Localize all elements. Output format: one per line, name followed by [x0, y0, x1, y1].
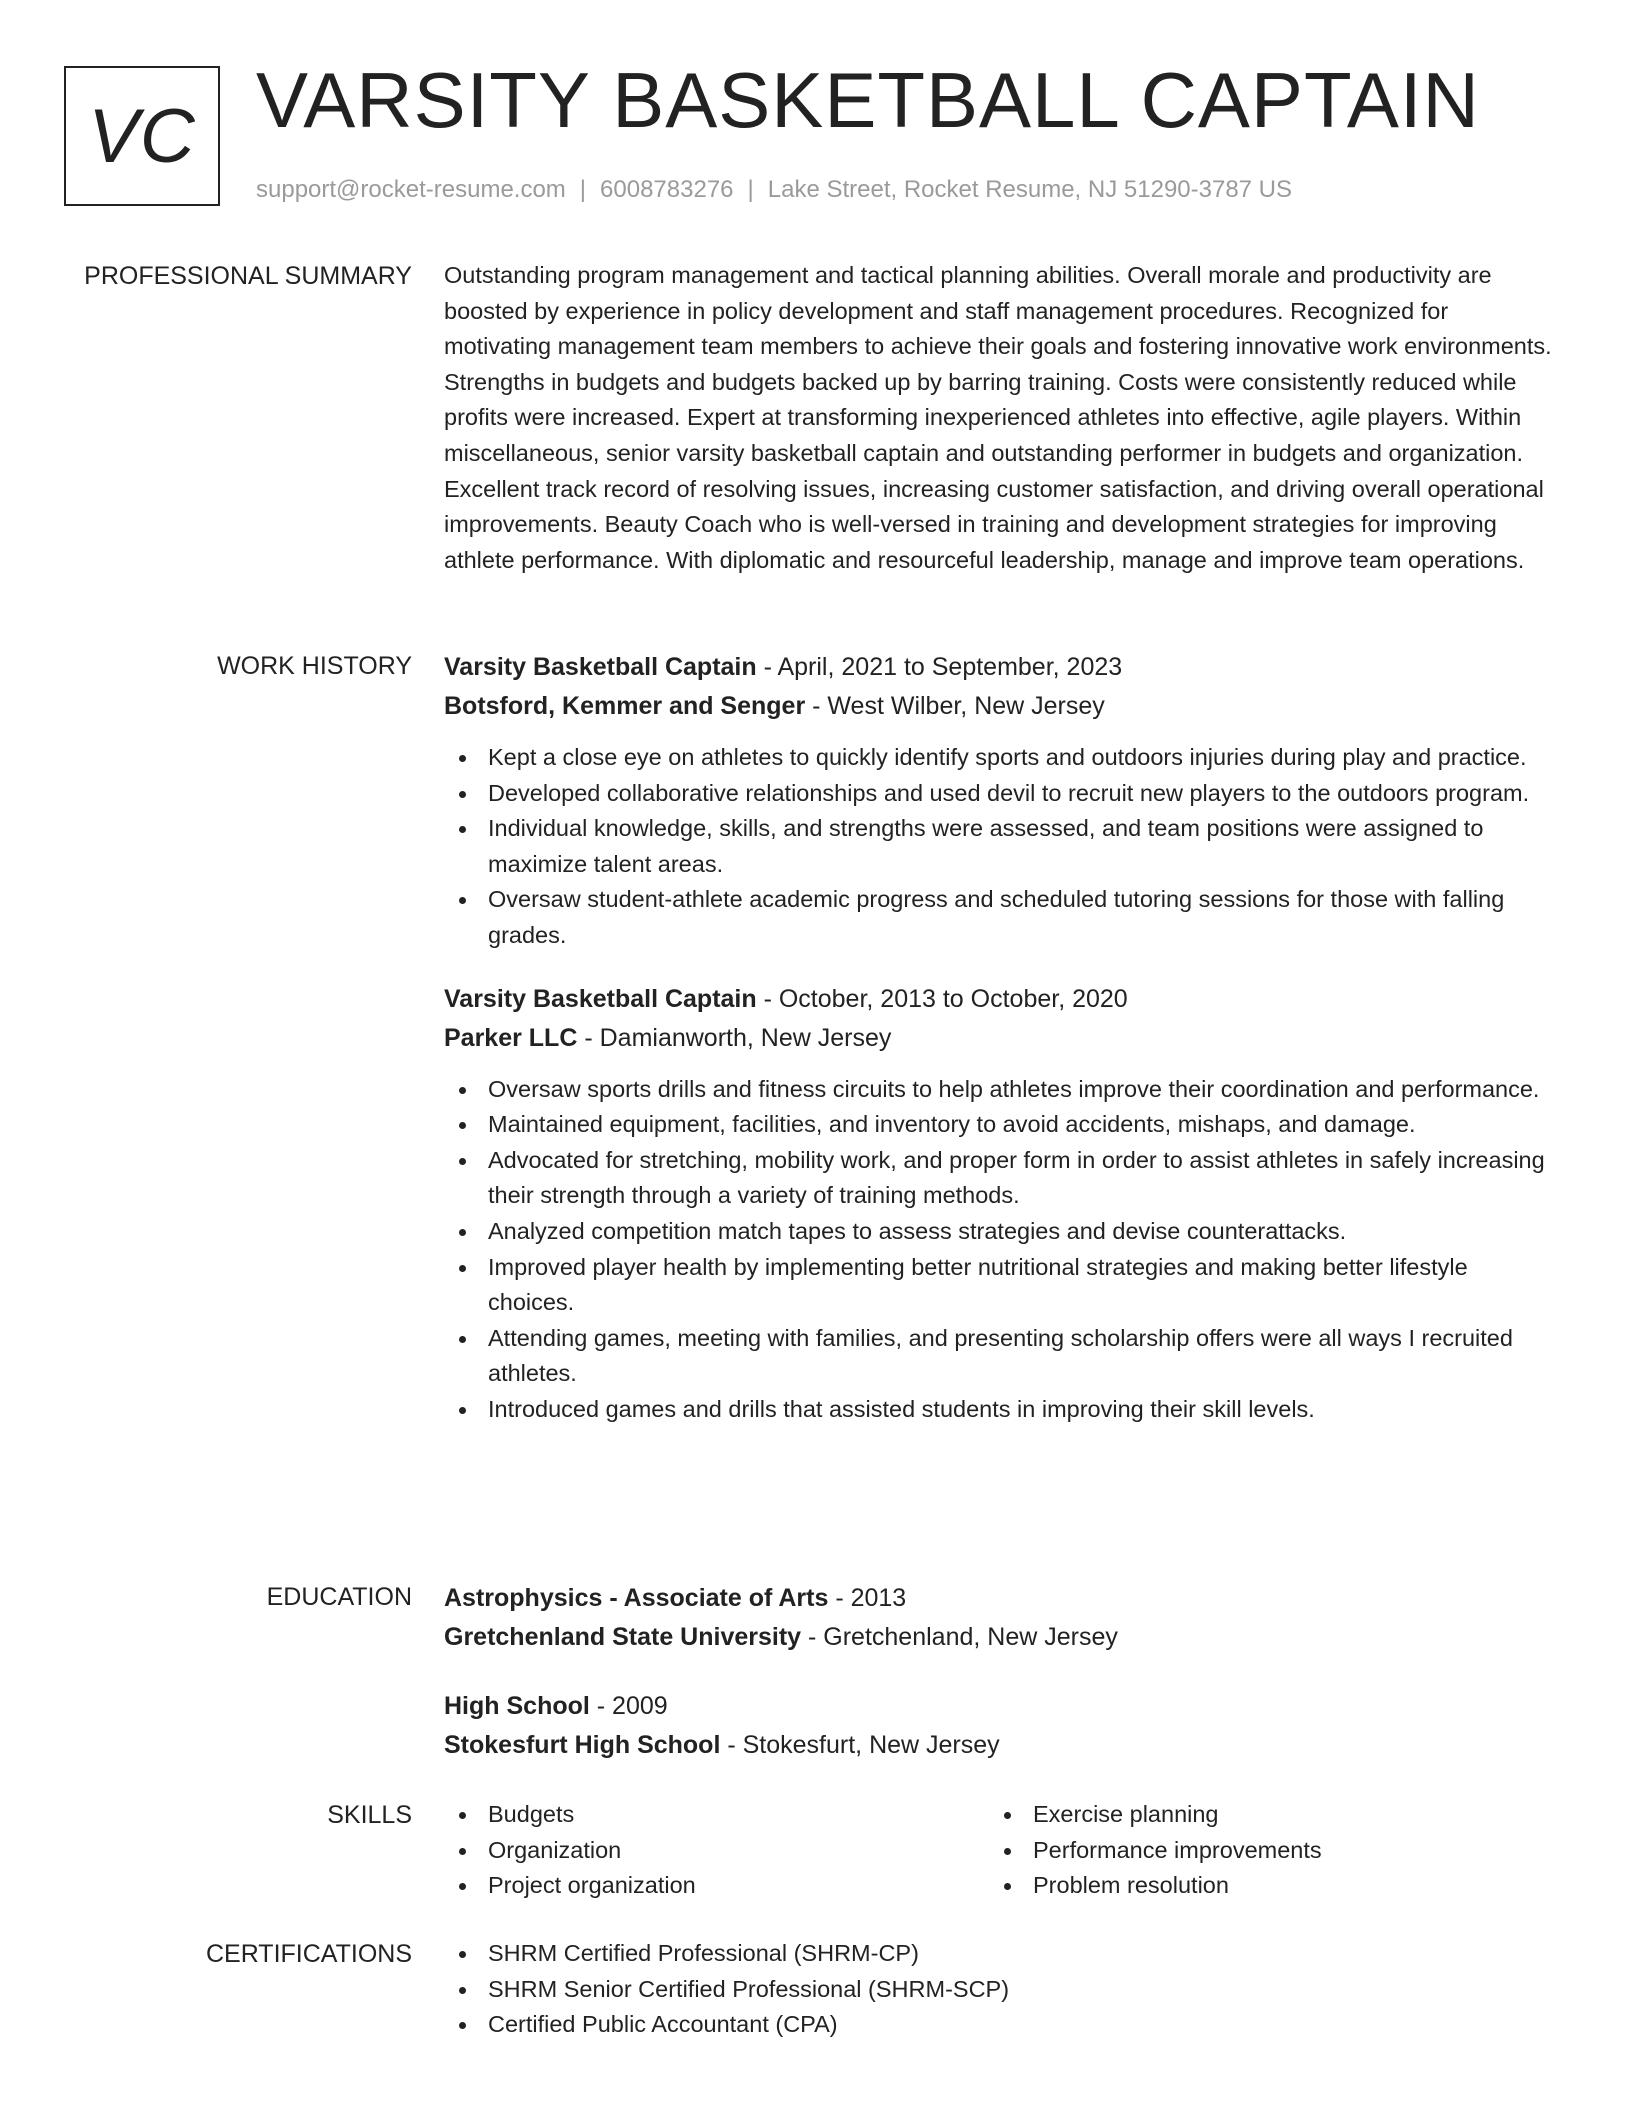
skill-item: Project organization [444, 1868, 989, 1904]
job-bullets [444, 1072, 1556, 1428]
certification-item: SHRM Certified Professional (SHRM-CP) [444, 1936, 1556, 1972]
work-history-body [444, 648, 1556, 1428]
education-entry [444, 1687, 1556, 1765]
skills-column-left [444, 1797, 989, 1904]
degree: High School [444, 1692, 590, 1720]
education-body [444, 1579, 1556, 1765]
education-entry [444, 1579, 1556, 1657]
job-bullet: Analyzed competition match tapes to assess strategies and devise counterattacks. [444, 1214, 1556, 1250]
job-title-line [444, 980, 1556, 1019]
job-dates: - April, 2021 to September, 2023 [756, 653, 1123, 681]
job-location: - West Wilber, New Jersey [805, 692, 1105, 720]
job-location: - Damianworth, New Jersey [577, 1023, 892, 1052]
job-entry [444, 980, 1556, 1428]
monogram-initials: VC [88, 93, 196, 179]
contact-separator: | [747, 176, 754, 203]
job-dates: - October, 2013 to October, 2020 [756, 984, 1128, 1013]
degree-year: - 2013 [828, 1584, 907, 1612]
skills-column-right [989, 1797, 1534, 1904]
job-bullet: Oversaw sports drills and fitness circuits to help athletes improve their coordination and performance. [444, 1072, 1556, 1108]
section-heading: EDUCATION [266, 1583, 412, 1611]
school: Stokesfurt High School [444, 1731, 721, 1759]
skill-item: Budgets [444, 1797, 989, 1833]
degree: Astrophysics - Associate of Arts [444, 1584, 829, 1612]
job-bullet: Kept a close eye on athletes to quickly identify sports and outdoors injuries during play and practice. [444, 740, 1556, 776]
skills-grid [444, 1797, 1556, 1904]
section-heading: WORK HISTORY [217, 652, 412, 680]
job-company: Parker LLC [444, 1023, 578, 1052]
skill-item: Organization [444, 1833, 989, 1869]
skill-item: Exercise planning [989, 1797, 1534, 1833]
degree-line [444, 1579, 1556, 1618]
monogram-box [64, 66, 220, 206]
degree-year: - 2009 [589, 1692, 668, 1720]
job-bullets [444, 740, 1556, 954]
job-entry [444, 648, 1556, 954]
contact-phone: 6008783276 [600, 176, 734, 203]
certifications-body [444, 1936, 1556, 2043]
job-bullet: Advocated for stretching, mobility work, and proper form in order to assist athletes in safely increasing their strength through a variety of training methods. [444, 1143, 1556, 1214]
school-location: - Gretchenland, New Jersey [801, 1623, 1118, 1651]
skills-body [444, 1797, 1556, 1904]
section-heading: PROFESSIONAL SUMMARY [84, 262, 412, 290]
job-company-line [444, 1019, 1556, 1058]
school-line [444, 1618, 1556, 1657]
job-company-line [444, 687, 1556, 726]
section-heading: CERTIFICATIONS [205, 1940, 412, 1968]
certification-item: Certified Public Accountant (CPA) [444, 2007, 1556, 2043]
contact-email: support@rocket-resume.com [256, 176, 566, 203]
summary-body [444, 258, 1556, 578]
school-line [444, 1726, 1556, 1765]
school-location: - Stokesfurt, New Jersey [720, 1731, 1000, 1759]
school: Gretchenland State University [444, 1623, 802, 1651]
certifications-list [444, 1936, 1556, 2043]
job-title: Varsity Basketball Captain [444, 653, 757, 681]
job-bullet: Introduced games and drills that assisted students in improving their skill levels. [444, 1392, 1556, 1428]
skill-item: Problem resolution [989, 1868, 1534, 1904]
contact-line [256, 174, 1292, 206]
contact-separator: | [579, 176, 587, 203]
job-bullet: Improved player health by implementing better nutritional strategies and making better lifestyle choices. [444, 1250, 1556, 1321]
job-company: Botsford, Kemmer and Senger [444, 692, 806, 720]
job-bullet: Oversaw student-athlete academic progress and scheduled tutoring sessions for those with falling grades. [444, 882, 1556, 953]
certification-item: SHRM Senior Certified Professional (SHRM-SCP) [444, 1972, 1556, 2008]
job-title-line [444, 648, 1556, 687]
job-bullet: Attending games, meeting with families, and presenting scholarship offers were all ways I recruited athletes. [444, 1321, 1556, 1392]
resume-name: VARSITY BASKETBALL CAPTAIN [256, 56, 1480, 144]
job-bullet: Individual knowledge, skills, and strengths were assessed, and team positions were assigned to maximize talent areas. [444, 811, 1556, 882]
degree-line [444, 1687, 1556, 1726]
summary-text: Outstanding program management and tactical planning abilities. Overall morale and productivity are boosted by experience in policy development and staff management procedures. Recognized for motivating management team members to achieve their goals and fostering innovative work environments. Strengths in budgets and budgets backed up by barring training. Costs were consistently reduced while profits were increased. Expert at transforming inexperienced athletes into effective, agile players. Within miscellaneous, senior varsity basketball captain and outstanding performer in budgets and organization. Excellent track record of resolving issues, increasing customer satisfaction, and driving overall operational improvements. Beauty Coach who is well-versed in training and development strategies for improving athlete performance. With diplomatic and resourceful leadership, manage and improve team operations. [444, 262, 1552, 573]
skill-item: Performance improvements [989, 1833, 1534, 1869]
job-title: Varsity Basketball Captain [444, 984, 757, 1013]
contact-address: Lake Street, Rocket Resume, NJ 51290-3787 US [767, 176, 1293, 203]
job-bullet: Maintained equipment, facilities, and inventory to avoid accidents, mishaps, and damage. [444, 1107, 1556, 1143]
job-bullet: Developed collaborative relationships and used devil to recruit new players to the outdoors program. [444, 776, 1556, 812]
section-heading: SKILLS [327, 1801, 412, 1829]
